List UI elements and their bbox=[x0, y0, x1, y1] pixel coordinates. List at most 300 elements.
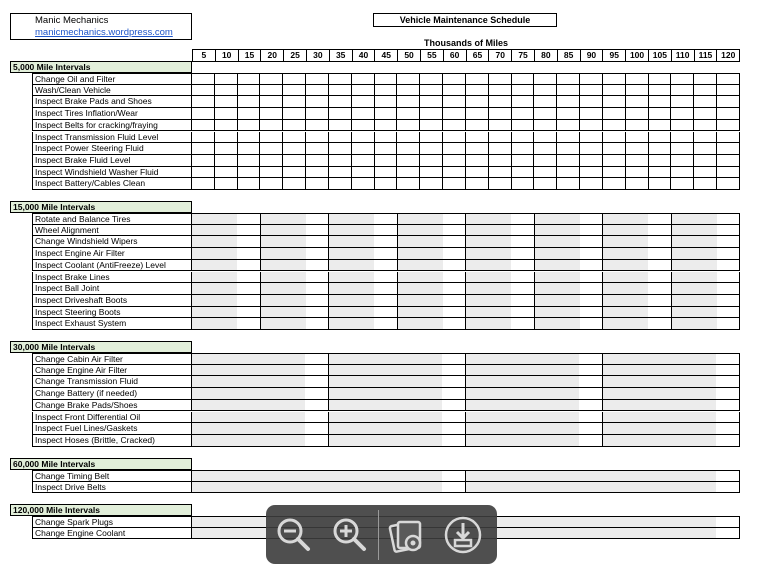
schedule-cell[interactable] bbox=[420, 214, 443, 224]
schedule-cell[interactable] bbox=[511, 435, 534, 446]
schedule-cell[interactable] bbox=[261, 307, 284, 318]
schedule-cell[interactable] bbox=[306, 318, 330, 329]
schedule-cell[interactable] bbox=[420, 365, 443, 376]
schedule-cell[interactable] bbox=[557, 423, 580, 434]
schedule-cell[interactable] bbox=[215, 412, 238, 423]
schedule-cell[interactable] bbox=[352, 248, 375, 259]
schedule-cell[interactable] bbox=[717, 214, 740, 224]
schedule-cell[interactable] bbox=[420, 272, 443, 283]
schedule-cell[interactable] bbox=[512, 132, 535, 143]
schedule-cell[interactable] bbox=[535, 318, 558, 329]
schedule-cell[interactable] bbox=[260, 471, 283, 481]
schedule-cell[interactable] bbox=[305, 400, 329, 411]
schedule-cell[interactable] bbox=[648, 528, 671, 539]
schedule-cell[interactable] bbox=[192, 120, 215, 131]
zoom-in-button[interactable] bbox=[322, 505, 378, 564]
schedule-cell[interactable] bbox=[397, 85, 420, 96]
schedule-cell[interactable] bbox=[511, 365, 534, 376]
schedule-cell[interactable] bbox=[671, 400, 694, 411]
schedule-cell[interactable] bbox=[511, 318, 535, 329]
schedule-cell[interactable] bbox=[557, 400, 580, 411]
schedule-cell[interactable] bbox=[466, 388, 489, 399]
schedule-cell[interactable] bbox=[420, 482, 443, 493]
schedule-cell[interactable] bbox=[237, 400, 260, 411]
schedule-cell[interactable] bbox=[192, 272, 215, 283]
schedule-cell[interactable] bbox=[466, 225, 489, 236]
schedule-cell[interactable] bbox=[535, 236, 558, 247]
schedule-cell[interactable] bbox=[580, 120, 603, 131]
schedule-cell[interactable] bbox=[260, 365, 283, 376]
schedule-cell[interactable] bbox=[489, 272, 512, 283]
schedule-cell[interactable] bbox=[238, 132, 261, 143]
schedule-cell[interactable] bbox=[466, 365, 489, 376]
schedule-cell[interactable] bbox=[557, 236, 580, 247]
schedule-cell[interactable] bbox=[260, 155, 283, 166]
schedule-cell[interactable] bbox=[466, 295, 489, 306]
schedule-cell[interactable] bbox=[215, 423, 238, 434]
schedule-cell[interactable] bbox=[352, 178, 375, 189]
schedule-cell[interactable] bbox=[671, 167, 694, 178]
schedule-cell[interactable] bbox=[557, 272, 580, 283]
schedule-cell[interactable] bbox=[625, 471, 648, 481]
schedule-cell[interactable] bbox=[557, 295, 580, 306]
schedule-cell[interactable] bbox=[306, 471, 329, 481]
schedule-cell[interactable] bbox=[374, 435, 397, 446]
schedule-cell[interactable] bbox=[626, 225, 649, 236]
schedule-cell[interactable] bbox=[215, 108, 238, 119]
schedule-cell[interactable] bbox=[466, 132, 489, 143]
schedule-cell[interactable] bbox=[626, 120, 649, 131]
schedule-cell[interactable] bbox=[603, 412, 626, 423]
schedule-cell[interactable] bbox=[626, 248, 649, 259]
schedule-cell[interactable] bbox=[466, 155, 489, 166]
schedule-cell[interactable] bbox=[442, 423, 466, 434]
schedule-cell[interactable] bbox=[489, 435, 512, 446]
schedule-cell[interactable] bbox=[215, 283, 238, 294]
schedule-cell[interactable] bbox=[443, 167, 466, 178]
schedule-cell[interactable] bbox=[694, 435, 717, 446]
schedule-cell[interactable] bbox=[192, 528, 215, 539]
schedule-cell[interactable] bbox=[511, 225, 535, 236]
schedule-cell[interactable] bbox=[466, 248, 489, 259]
schedule-cell[interactable] bbox=[557, 517, 580, 527]
schedule-cell[interactable] bbox=[671, 423, 694, 434]
schedule-cell[interactable] bbox=[466, 96, 489, 107]
schedule-cell[interactable] bbox=[442, 482, 466, 493]
schedule-cell[interactable] bbox=[511, 388, 534, 399]
schedule-cell[interactable] bbox=[535, 225, 558, 236]
schedule-cell[interactable] bbox=[260, 412, 283, 423]
schedule-cell[interactable] bbox=[580, 236, 604, 247]
schedule-cell[interactable] bbox=[215, 236, 238, 247]
schedule-cell[interactable] bbox=[283, 178, 306, 189]
schedule-cell[interactable] bbox=[489, 400, 512, 411]
schedule-cell[interactable] bbox=[306, 307, 330, 318]
schedule-cell[interactable] bbox=[694, 423, 717, 434]
schedule-cell[interactable] bbox=[557, 435, 580, 446]
schedule-cell[interactable] bbox=[260, 132, 283, 143]
schedule-cell[interactable] bbox=[602, 528, 625, 539]
schedule-cell[interactable] bbox=[306, 225, 330, 236]
schedule-cell[interactable] bbox=[283, 400, 306, 411]
schedule-cell[interactable] bbox=[626, 376, 649, 387]
schedule-cell[interactable] bbox=[192, 423, 215, 434]
schedule-cell[interactable] bbox=[511, 517, 534, 527]
schedule-cell[interactable] bbox=[443, 214, 467, 224]
schedule-cell[interactable] bbox=[466, 167, 489, 178]
schedule-cell[interactable] bbox=[443, 143, 466, 154]
schedule-cell[interactable] bbox=[283, 318, 306, 329]
schedule-cell[interactable] bbox=[512, 178, 535, 189]
schedule-cell[interactable] bbox=[329, 85, 352, 96]
schedule-cell[interactable] bbox=[603, 260, 626, 271]
schedule-cell[interactable] bbox=[626, 295, 649, 306]
schedule-cell[interactable] bbox=[603, 295, 626, 306]
schedule-cell[interactable] bbox=[192, 178, 215, 189]
schedule-cell[interactable] bbox=[649, 132, 672, 143]
schedule-cell[interactable] bbox=[283, 376, 306, 387]
schedule-cell[interactable] bbox=[329, 423, 352, 434]
schedule-cell[interactable] bbox=[306, 155, 329, 166]
schedule-cell[interactable] bbox=[603, 471, 626, 481]
schedule-cell[interactable] bbox=[420, 167, 443, 178]
schedule-cell[interactable] bbox=[648, 423, 671, 434]
schedule-cell[interactable] bbox=[352, 225, 375, 236]
schedule-cell[interactable] bbox=[511, 236, 535, 247]
schedule-cell[interactable] bbox=[489, 423, 512, 434]
schedule-cell[interactable] bbox=[648, 376, 671, 387]
schedule-cell[interactable] bbox=[306, 108, 329, 119]
schedule-cell[interactable] bbox=[397, 167, 420, 178]
schedule-cell[interactable] bbox=[489, 214, 512, 224]
schedule-cell[interactable] bbox=[466, 400, 489, 411]
schedule-cell[interactable] bbox=[489, 283, 512, 294]
schedule-cell[interactable] bbox=[717, 236, 740, 247]
schedule-cell[interactable] bbox=[694, 388, 717, 399]
schedule-cell[interactable] bbox=[238, 528, 261, 539]
schedule-cell[interactable] bbox=[626, 236, 649, 247]
schedule-cell[interactable] bbox=[580, 85, 603, 96]
schedule-cell[interactable] bbox=[557, 354, 580, 364]
schedule-cell[interactable] bbox=[375, 143, 398, 154]
schedule-cell[interactable] bbox=[580, 96, 603, 107]
schedule-cell[interactable] bbox=[580, 225, 604, 236]
schedule-cell[interactable] bbox=[306, 248, 330, 259]
schedule-cell[interactable] bbox=[261, 283, 284, 294]
schedule-cell[interactable] bbox=[238, 471, 261, 481]
schedule-cell[interactable] bbox=[626, 400, 649, 411]
schedule-cell[interactable] bbox=[626, 318, 649, 329]
schedule-cell[interactable] bbox=[443, 108, 466, 119]
schedule-cell[interactable] bbox=[694, 517, 717, 527]
schedule-cell[interactable] bbox=[626, 85, 649, 96]
schedule-cell[interactable] bbox=[375, 155, 398, 166]
schedule-cell[interactable] bbox=[648, 295, 672, 306]
schedule-cell[interactable] bbox=[489, 248, 512, 259]
schedule-cell[interactable] bbox=[603, 74, 626, 84]
schedule-cell[interactable] bbox=[283, 365, 306, 376]
schedule-cell[interactable] bbox=[694, 412, 717, 423]
schedule-cell[interactable] bbox=[261, 236, 284, 247]
schedule-cell[interactable] bbox=[672, 236, 695, 247]
schedule-cell[interactable] bbox=[283, 120, 306, 131]
schedule-cell[interactable] bbox=[717, 74, 739, 84]
schedule-cell[interactable] bbox=[237, 376, 260, 387]
schedule-cell[interactable] bbox=[374, 248, 398, 259]
schedule-cell[interactable] bbox=[192, 388, 215, 399]
schedule-cell[interactable] bbox=[489, 318, 512, 329]
schedule-cell[interactable] bbox=[648, 365, 671, 376]
schedule-cell[interactable] bbox=[671, 528, 694, 539]
schedule-cell[interactable] bbox=[557, 365, 580, 376]
schedule-cell[interactable] bbox=[672, 272, 695, 283]
schedule-cell[interactable] bbox=[260, 143, 283, 154]
schedule-cell[interactable] bbox=[238, 482, 261, 493]
schedule-cell[interactable] bbox=[694, 528, 717, 539]
schedule-cell[interactable] bbox=[579, 365, 603, 376]
schedule-cell[interactable] bbox=[192, 307, 215, 318]
brand-link[interactable]: manicmechanics.wordpress.com bbox=[35, 27, 173, 38]
schedule-cell[interactable] bbox=[283, 225, 306, 236]
schedule-cell[interactable] bbox=[648, 214, 672, 224]
schedule-cell[interactable] bbox=[215, 354, 238, 364]
schedule-cell[interactable] bbox=[579, 400, 603, 411]
schedule-cell[interactable] bbox=[489, 143, 512, 154]
schedule-cell[interactable] bbox=[420, 85, 443, 96]
schedule-cell[interactable] bbox=[329, 214, 352, 224]
schedule-cell[interactable] bbox=[420, 155, 443, 166]
schedule-cell[interactable] bbox=[192, 143, 215, 154]
schedule-cell[interactable] bbox=[716, 365, 739, 376]
schedule-cell[interactable] bbox=[442, 354, 466, 364]
schedule-cell[interactable] bbox=[603, 155, 626, 166]
schedule-cell[interactable] bbox=[717, 272, 740, 283]
schedule-cell[interactable] bbox=[352, 435, 375, 446]
schedule-cell[interactable] bbox=[648, 471, 671, 481]
schedule-cell[interactable] bbox=[580, 517, 603, 527]
schedule-cell[interactable] bbox=[534, 354, 557, 364]
schedule-cell[interactable] bbox=[626, 108, 649, 119]
schedule-cell[interactable] bbox=[489, 295, 512, 306]
schedule-cell[interactable] bbox=[557, 132, 580, 143]
schedule-cell[interactable] bbox=[694, 471, 717, 481]
schedule-cell[interactable] bbox=[717, 167, 739, 178]
schedule-cell[interactable] bbox=[260, 108, 283, 119]
schedule-cell[interactable] bbox=[215, 471, 238, 481]
schedule-cell[interactable] bbox=[534, 365, 557, 376]
schedule-cell[interactable] bbox=[420, 248, 443, 259]
schedule-cell[interactable] bbox=[535, 272, 558, 283]
schedule-cell[interactable] bbox=[192, 236, 215, 247]
schedule-cell[interactable] bbox=[557, 318, 580, 329]
schedule-cell[interactable] bbox=[398, 225, 421, 236]
schedule-cell[interactable] bbox=[512, 143, 535, 154]
schedule-cell[interactable] bbox=[237, 435, 260, 446]
schedule-cell[interactable] bbox=[489, 120, 512, 131]
schedule-cell[interactable] bbox=[215, 528, 238, 539]
schedule-cell[interactable] bbox=[329, 482, 352, 493]
schedule-cell[interactable] bbox=[672, 248, 695, 259]
schedule-cell[interactable] bbox=[351, 482, 374, 493]
schedule-cell[interactable] bbox=[398, 214, 421, 224]
schedule-cell[interactable] bbox=[694, 132, 717, 143]
schedule-cell[interactable] bbox=[489, 74, 512, 84]
schedule-cell[interactable] bbox=[512, 108, 535, 119]
schedule-cell[interactable] bbox=[557, 178, 580, 189]
schedule-cell[interactable] bbox=[672, 283, 695, 294]
schedule-cell[interactable] bbox=[397, 354, 420, 364]
schedule-cell[interactable] bbox=[717, 108, 739, 119]
schedule-cell[interactable] bbox=[603, 178, 626, 189]
schedule-cell[interactable] bbox=[375, 167, 398, 178]
schedule-cell[interactable] bbox=[648, 236, 672, 247]
schedule-cell[interactable] bbox=[511, 248, 535, 259]
schedule-cell[interactable] bbox=[512, 96, 535, 107]
schedule-cell[interactable] bbox=[580, 528, 603, 539]
schedule-cell[interactable] bbox=[420, 318, 443, 329]
schedule-cell[interactable] bbox=[648, 225, 672, 236]
schedule-cell[interactable] bbox=[397, 120, 420, 131]
schedule-cell[interactable] bbox=[352, 400, 375, 411]
schedule-cell[interactable] bbox=[398, 248, 421, 259]
schedule-cell[interactable] bbox=[626, 307, 649, 318]
schedule-cell[interactable] bbox=[420, 96, 443, 107]
schedule-cell[interactable] bbox=[443, 307, 467, 318]
schedule-cell[interactable] bbox=[306, 283, 330, 294]
schedule-cell[interactable] bbox=[557, 307, 580, 318]
schedule-cell[interactable] bbox=[329, 260, 352, 271]
schedule-cell[interactable] bbox=[443, 132, 466, 143]
schedule-cell[interactable] bbox=[671, 471, 694, 481]
schedule-cell[interactable] bbox=[237, 260, 261, 271]
schedule-cell[interactable] bbox=[352, 423, 375, 434]
schedule-cell[interactable] bbox=[420, 400, 443, 411]
schedule-cell[interactable] bbox=[352, 283, 375, 294]
schedule-cell[interactable] bbox=[283, 388, 306, 399]
schedule-cell[interactable] bbox=[397, 96, 420, 107]
schedule-cell[interactable] bbox=[580, 307, 604, 318]
schedule-cell[interactable] bbox=[694, 307, 717, 318]
schedule-cell[interactable] bbox=[672, 260, 695, 271]
schedule-cell[interactable] bbox=[626, 412, 649, 423]
schedule-cell[interactable] bbox=[557, 155, 580, 166]
schedule-cell[interactable] bbox=[603, 85, 626, 96]
schedule-cell[interactable] bbox=[443, 85, 466, 96]
schedule-cell[interactable] bbox=[648, 307, 672, 318]
schedule-cell[interactable] bbox=[626, 354, 649, 364]
schedule-cell[interactable] bbox=[579, 412, 603, 423]
schedule-cell[interactable] bbox=[192, 283, 215, 294]
schedule-cell[interactable] bbox=[238, 120, 261, 131]
schedule-cell[interactable] bbox=[237, 307, 261, 318]
schedule-cell[interactable] bbox=[557, 225, 580, 236]
schedule-cell[interactable] bbox=[512, 120, 535, 131]
schedule-cell[interactable] bbox=[192, 354, 215, 364]
schedule-cell[interactable] bbox=[306, 272, 330, 283]
schedule-cell[interactable] bbox=[489, 388, 512, 399]
schedule-cell[interactable] bbox=[603, 96, 626, 107]
schedule-cell[interactable] bbox=[443, 225, 467, 236]
schedule-cell[interactable] bbox=[397, 155, 420, 166]
schedule-cell[interactable] bbox=[603, 236, 626, 247]
schedule-cell[interactable] bbox=[694, 108, 717, 119]
schedule-cell[interactable] bbox=[329, 272, 352, 283]
schedule-cell[interactable] bbox=[374, 376, 397, 387]
schedule-cell[interactable] bbox=[511, 400, 534, 411]
schedule-cell[interactable] bbox=[557, 167, 580, 178]
schedule-cell[interactable] bbox=[306, 167, 329, 178]
schedule-cell[interactable] bbox=[215, 167, 238, 178]
schedule-cell[interactable] bbox=[283, 295, 306, 306]
schedule-cell[interactable] bbox=[305, 423, 329, 434]
schedule-cell[interactable] bbox=[374, 388, 397, 399]
schedule-cell[interactable] bbox=[671, 435, 694, 446]
schedule-cell[interactable] bbox=[466, 283, 489, 294]
schedule-cell[interactable] bbox=[192, 167, 215, 178]
schedule-cell[interactable] bbox=[580, 132, 603, 143]
schedule-cell[interactable] bbox=[534, 400, 557, 411]
schedule-cell[interactable] bbox=[420, 260, 443, 271]
schedule-cell[interactable] bbox=[694, 155, 717, 166]
schedule-cell[interactable] bbox=[352, 143, 375, 154]
schedule-cell[interactable] bbox=[283, 283, 306, 294]
schedule-cell[interactable] bbox=[603, 248, 626, 259]
schedule-cell[interactable] bbox=[192, 376, 215, 387]
schedule-cell[interactable] bbox=[398, 272, 421, 283]
schedule-cell[interactable] bbox=[352, 74, 375, 84]
schedule-cell[interactable] bbox=[215, 400, 238, 411]
schedule-cell[interactable] bbox=[420, 376, 443, 387]
schedule-cell[interactable] bbox=[489, 132, 512, 143]
schedule-cell[interactable] bbox=[716, 517, 739, 527]
schedule-cell[interactable] bbox=[398, 318, 421, 329]
schedule-cell[interactable] bbox=[329, 248, 352, 259]
schedule-cell[interactable] bbox=[694, 318, 717, 329]
schedule-cell[interactable] bbox=[511, 354, 534, 364]
schedule-cell[interactable] bbox=[215, 178, 238, 189]
schedule-cell[interactable] bbox=[580, 471, 603, 481]
schedule-cell[interactable] bbox=[717, 318, 740, 329]
schedule-cell[interactable] bbox=[420, 412, 443, 423]
schedule-cell[interactable] bbox=[397, 435, 420, 446]
schedule-cell[interactable] bbox=[237, 236, 261, 247]
schedule-cell[interactable] bbox=[237, 412, 260, 423]
schedule-cell[interactable] bbox=[420, 295, 443, 306]
schedule-cell[interactable] bbox=[397, 412, 420, 423]
schedule-cell[interactable] bbox=[717, 295, 740, 306]
schedule-cell[interactable] bbox=[306, 295, 330, 306]
schedule-cell[interactable] bbox=[603, 132, 626, 143]
schedule-cell[interactable] bbox=[466, 435, 489, 446]
schedule-cell[interactable] bbox=[535, 214, 558, 224]
schedule-cell[interactable] bbox=[192, 108, 215, 119]
schedule-cell[interactable] bbox=[352, 214, 375, 224]
schedule-cell[interactable] bbox=[374, 283, 398, 294]
schedule-cell[interactable] bbox=[374, 423, 397, 434]
schedule-cell[interactable] bbox=[237, 423, 260, 434]
schedule-cell[interactable] bbox=[603, 423, 626, 434]
schedule-cell[interactable] bbox=[717, 132, 739, 143]
schedule-cell[interactable] bbox=[283, 155, 306, 166]
schedule-cell[interactable] bbox=[534, 96, 557, 107]
schedule-cell[interactable] bbox=[306, 482, 329, 493]
schedule-cell[interactable] bbox=[717, 283, 740, 294]
schedule-cell[interactable] bbox=[283, 85, 306, 96]
schedule-cell[interactable] bbox=[215, 272, 238, 283]
schedule-cell[interactable] bbox=[694, 214, 717, 224]
schedule-cell[interactable] bbox=[306, 236, 330, 247]
schedule-cell[interactable] bbox=[694, 365, 717, 376]
